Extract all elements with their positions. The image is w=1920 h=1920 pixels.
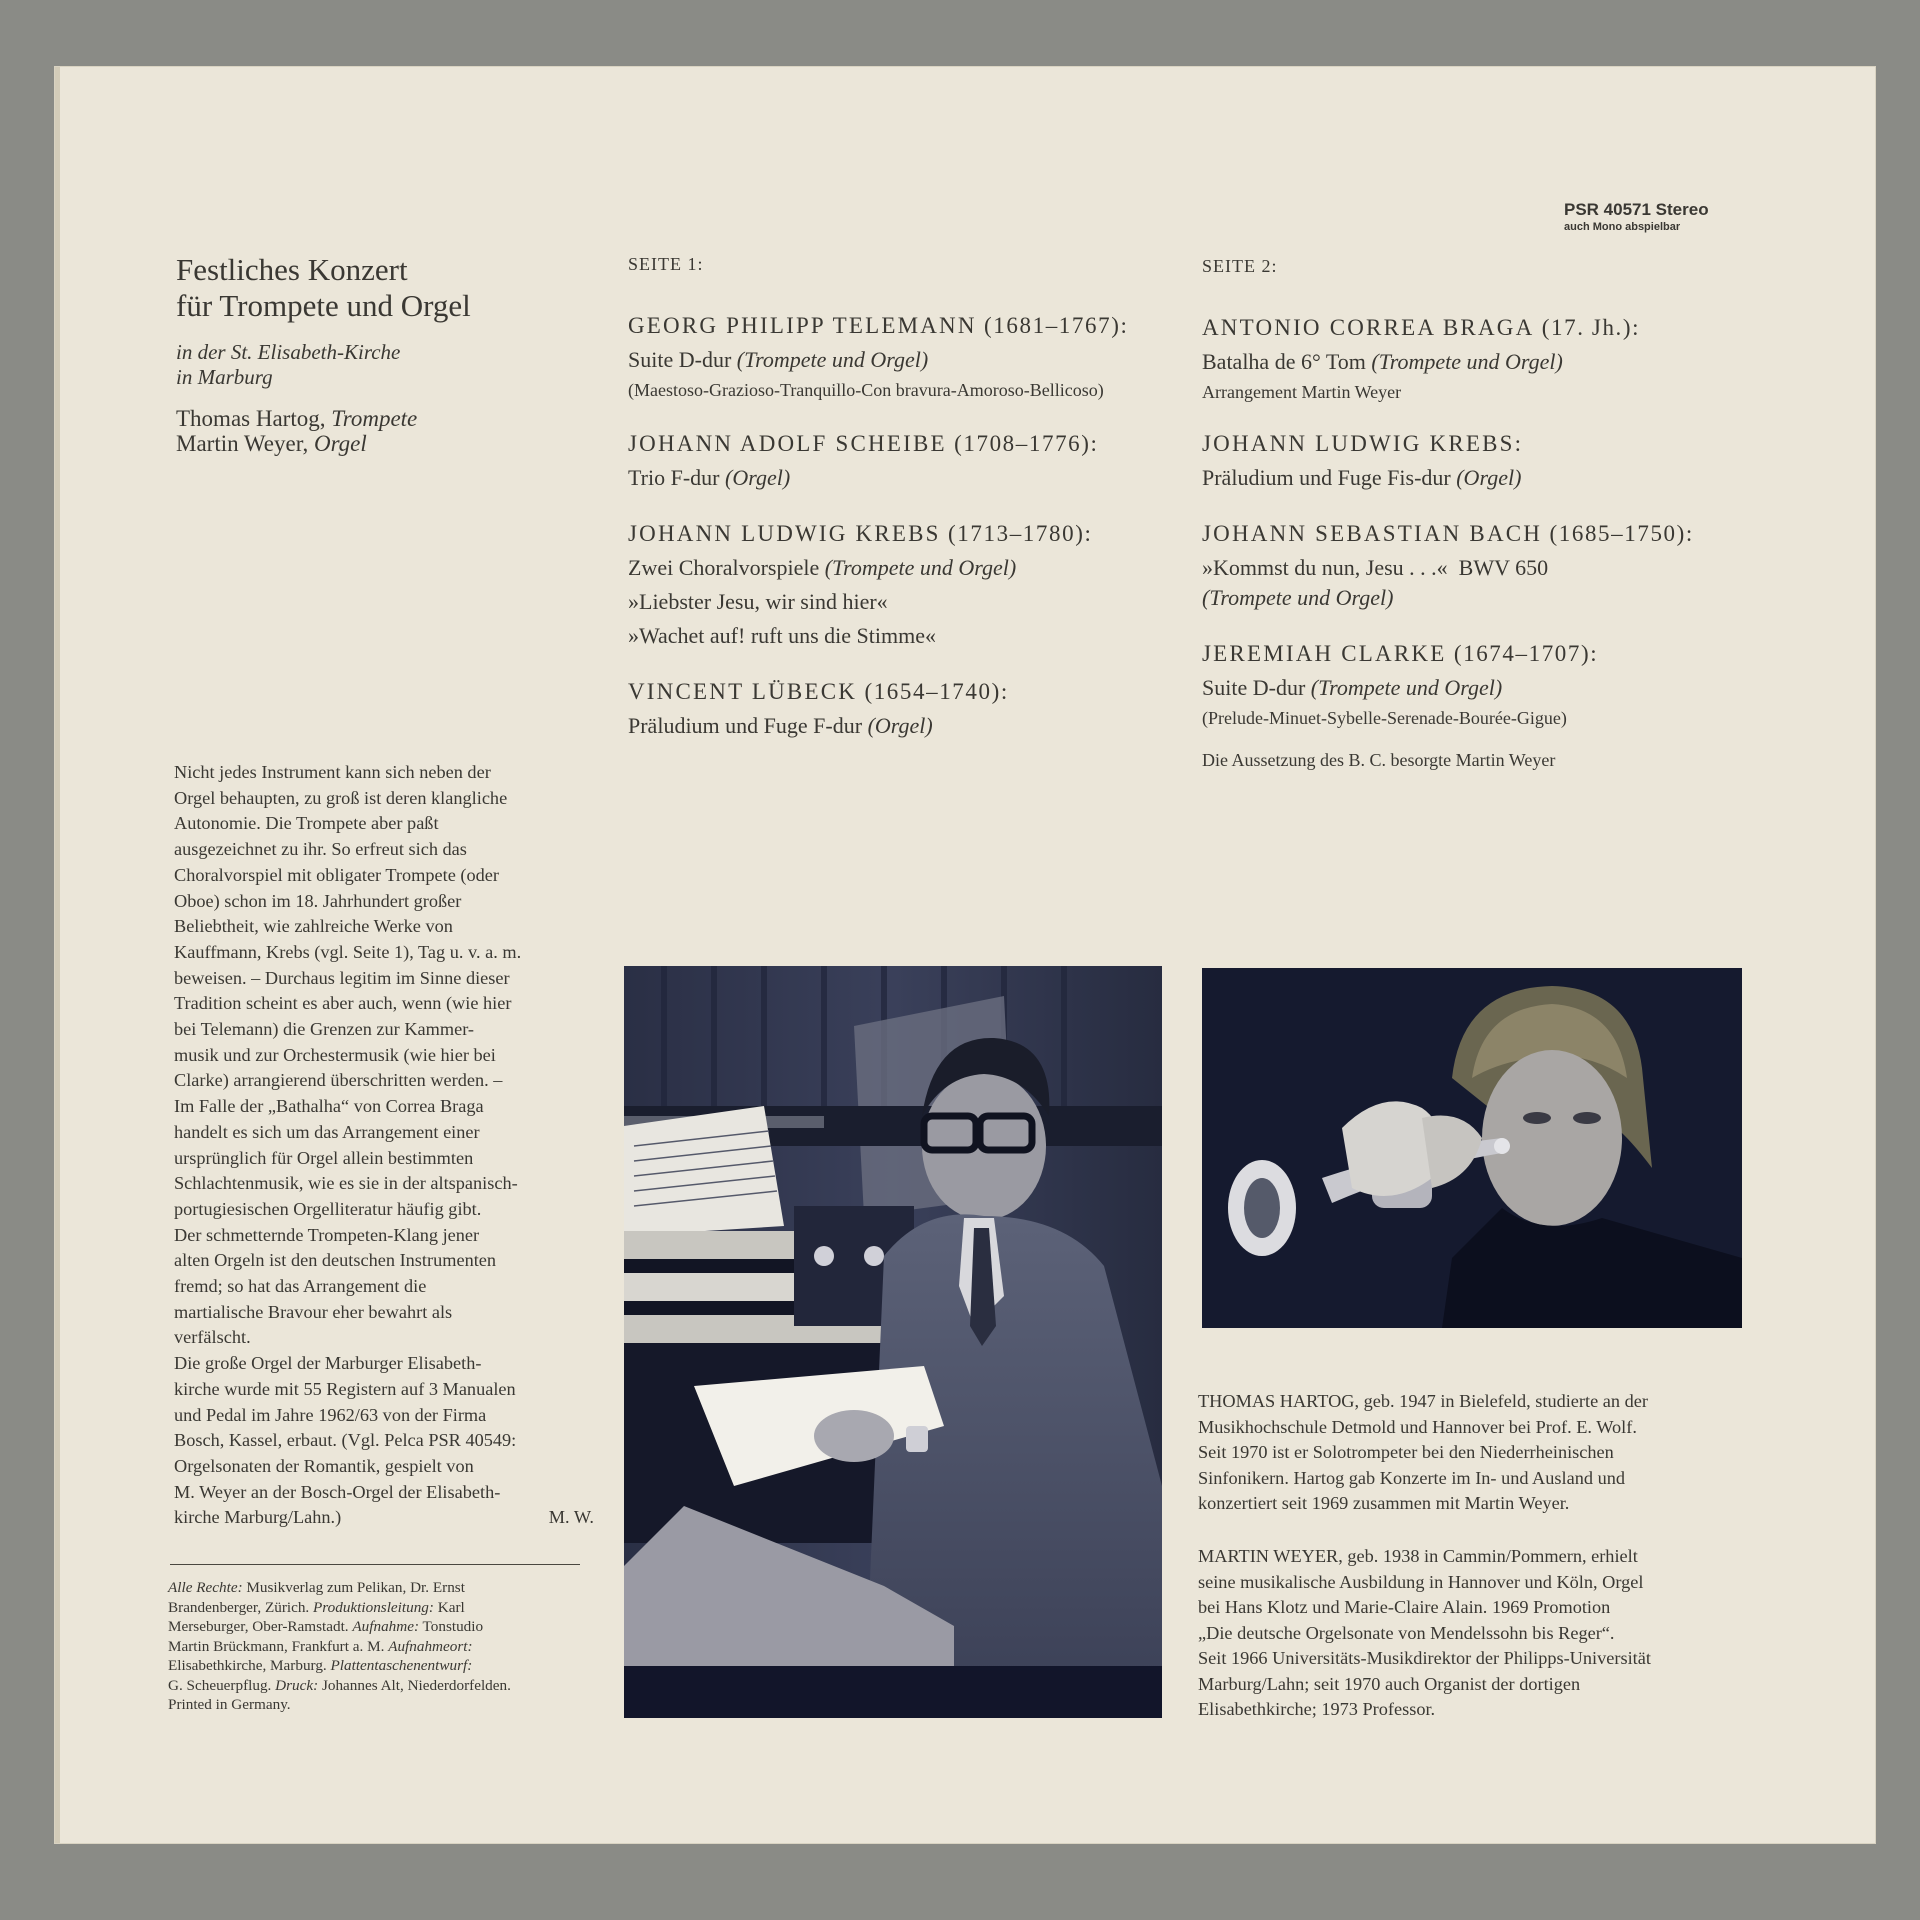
composer-name: JOHANN LUDWIG KREBS	[628, 521, 941, 546]
location-line2: in Marburg	[176, 365, 273, 389]
credit-label: Produktionsleitung:	[313, 1598, 434, 1616]
bio-hartog-line: Musikhochschule Detmold und Hannover bei Prof. E. Wolf.	[1198, 1416, 1637, 1437]
work-title: Präludium und Fuge Fis-dur	[1202, 465, 1451, 490]
liner-notes-line: fremd; so hat das Arrangement die	[174, 1276, 427, 1297]
work-title: Suite D-dur	[1202, 675, 1306, 700]
side1-work-3	[628, 521, 1168, 651]
performer1-role: Trompete	[331, 406, 418, 431]
trumpeter-photo	[1202, 968, 1742, 1328]
composer-name: JOHANN SEBASTIAN BACH	[1202, 521, 1543, 546]
printed-in: Printed in Germany.	[168, 1696, 291, 1713]
performer-organ	[176, 431, 596, 456]
liner-notes-line: Tradition scheint es aber auch, wenn (wie hier	[174, 993, 512, 1014]
liner-notes-line: M. Weyer an der Bosch-Orgel der Elisabeth-	[174, 1481, 501, 1502]
credit-value: Musikverlag zum Pelikan, Dr. Ernst	[242, 1579, 465, 1596]
side1-work-4	[628, 679, 1168, 741]
liner-notes-line: Autonomie. Die Trompete aber paßt	[174, 813, 439, 834]
credit-value: Johannes Alt, Niederdorfelden.	[318, 1676, 511, 1694]
liner-notes-line: Der schmetternde Trompeten-Klang jener	[174, 1224, 480, 1245]
performer2-role: Orgel	[313, 431, 367, 456]
side1-work-2	[628, 431, 1168, 493]
liner-notes-last-text: kirche Marburg/Lahn.)	[174, 1507, 342, 1528]
liner-notes-line: bei Telemann) die Grenzen zur Kammer-	[174, 1019, 475, 1040]
work-scoring: (Trompete und Orgel)	[1202, 585, 1394, 610]
credit-value: Merseburger, Ober-Ramstadt.	[168, 1618, 353, 1635]
trumpeter-photo-illustration	[1202, 968, 1742, 1328]
liner-notes-line: verfälscht.	[174, 1327, 251, 1348]
album-title-line2: für Trompete und Orgel	[176, 288, 471, 323]
album-title-line1: Festliches Konzert	[176, 252, 408, 287]
liner-notes-line: Oboe) schon im 18. Jahrhundert großer	[174, 890, 462, 911]
credits-divider	[170, 1564, 580, 1565]
arrangement-note: Arrangement Martin Weyer	[1202, 382, 1402, 402]
bio-hartog	[1198, 1389, 1758, 1517]
work-scoring: (Trompete und Orgel)	[736, 347, 929, 372]
author-signature: M. W.	[548, 1507, 594, 1528]
chorale-1: »Liebster Jesu, wir sind hier«	[628, 589, 888, 614]
bio-hartog-line: Seit 1970 ist er Solotrompeter bei den Niederrheinischen	[1198, 1442, 1614, 1462]
work-title: Trio F-dur	[628, 465, 720, 490]
liner-notes-line: musik und zur Orchestermusik (wie hier bei	[174, 1044, 496, 1065]
work-movements: (Maestoso-Grazioso-Tranquillo-Con bravura-Amoroso-Bellicoso)	[628, 380, 1104, 400]
liner-notes-line: beweisen. – Durchaus legitim im Sinne dieser	[174, 967, 510, 988]
location-line1: in der St. Elisabeth-Kirche	[176, 340, 401, 364]
organist-photo	[624, 966, 1162, 1718]
continuo-note: Die Aussetzung des B. C. besorgte Martin Weyer	[1202, 750, 1556, 770]
composer-name: VINCENT LÜBECK	[628, 679, 858, 704]
liner-notes-line: Nicht jedes Instrument kann sich neben der	[174, 762, 491, 782]
side2-work-2	[1202, 431, 1762, 493]
composer-dates: (1654–1740):	[864, 679, 1009, 704]
side2-label: SEITE 2:	[1202, 256, 1278, 276]
side2-work-1	[1202, 315, 1762, 403]
composer-name: JOHANN LUDWIG KREBS:	[1202, 431, 1524, 456]
catalog-block	[1564, 200, 1709, 233]
side1-work-1	[628, 313, 1168, 401]
liner-notes-line: ursprünglich für Orgel allein bestimmten	[174, 1147, 474, 1168]
credit-label: Aufnahme:	[352, 1618, 420, 1635]
liner-notes-line: und Pedal im Jahre 1962/63 von der Firma	[174, 1404, 487, 1425]
bio-weyer-line: Elisabethkirche; 1973 Professor.	[1198, 1699, 1436, 1719]
credit-label: Plattentaschenentwurf:	[330, 1657, 473, 1674]
liner-notes-line: Choralvorspiel mit obligater Trompete (oder	[174, 864, 499, 885]
liner-notes-line: Bosch, Kassel, erbaut. (Vgl. Pelca PSR 40549:	[174, 1430, 517, 1451]
work-title: »Kommst du nun, Jesu . . .« BWV 650	[1202, 555, 1549, 580]
liner-notes-line: Clarke) arrangierend überschritten werden. –	[174, 1070, 503, 1091]
organist-photo-illustration	[624, 966, 1162, 1718]
credit-value: Tonstudio	[419, 1618, 484, 1635]
performer2-name: Martin Weyer,	[176, 431, 309, 456]
side2-work-4	[1202, 641, 1762, 729]
liner-notes-line: handelt es sich um das Arrangement einer	[174, 1121, 480, 1142]
work-title: Präludium und Fuge F-dur	[628, 713, 863, 738]
liner-notes-line: Orgel behaupten, zu groß ist deren klangliche	[174, 787, 508, 808]
composer-name: JEREMIAH CLARKE	[1202, 641, 1447, 666]
liner-notes-line: Orgelsonaten der Romantik, gespielt von	[174, 1455, 474, 1476]
liner-notes-line: alten Orgeln ist den deutschen Instrumenten	[174, 1250, 497, 1271]
work-scoring: (Orgel)	[867, 713, 933, 738]
credit-label: Alle Rechte:	[168, 1579, 243, 1596]
bio-hartog-line: Sinfonikern. Hartog gab Konzerte im In- und Ausland und	[1198, 1467, 1625, 1488]
composer-dates: (17. Jh.):	[1541, 315, 1641, 340]
credit-label: Druck:	[275, 1676, 319, 1694]
liner-notes-line: ausgezeichnet zu ihr. So erfreut sich das	[174, 839, 467, 860]
work-scoring: (Trompete und Orgel)	[1371, 349, 1563, 374]
side2-work-3	[1202, 521, 1762, 613]
credit-value: Brandenberger, Zürich.	[168, 1598, 314, 1616]
liner-notes-line: Die große Orgel der Marburger Elisabeth-	[174, 1353, 482, 1374]
performer1-name: Thomas Hartog,	[176, 406, 326, 431]
bio-weyer-line: seine musikalische Ausbildung in Hannover und Köln, Orgel	[1198, 1571, 1644, 1592]
credit-label: Aufnahmeort:	[388, 1637, 473, 1655]
chorale-2: »Wachet auf! ruft uns die Stimme«	[628, 623, 936, 648]
work-title: Zwei Choralvorspiele	[628, 555, 820, 580]
catalog-mono-note: auch Mono abspielbar	[1564, 221, 1681, 233]
credits-block	[168, 1578, 598, 1715]
composer-dates: (1708–1776):	[954, 431, 1099, 456]
bio-weyer-line: MARTIN WEYER, geb. 1938 in Cammin/Pommern, erhielt	[1198, 1546, 1638, 1566]
bio-weyer-line: bei Hans Klotz und Marie-Claire Alain. 1969 Promotion	[1198, 1597, 1611, 1617]
credit-value: Martin Brückmann, Frankfurt a. M.	[168, 1637, 389, 1655]
work-scoring: (Trompete und Orgel)	[824, 555, 1017, 580]
album-title-block	[176, 252, 596, 456]
composer-dates: (1685–1750):	[1549, 521, 1694, 546]
credit-value: Elisabethkirche, Marburg.	[168, 1657, 331, 1674]
performer-trumpet	[176, 406, 596, 431]
composer-name: JOHANN ADOLF SCHEIBE	[628, 431, 947, 456]
side2-tracklist	[1202, 256, 1762, 771]
work-title: Suite D-dur	[628, 347, 732, 372]
bio-hartog-line: THOMAS HARTOG, geb. 1947 in Bielefeld, studierte an der	[1198, 1391, 1648, 1411]
work-scoring: (Orgel)	[725, 465, 791, 490]
liner-notes	[174, 760, 594, 1531]
work-movements: (Prelude-Minuet-Sybelle-Serenade-Bourée-Gigue)	[1202, 708, 1567, 728]
liner-notes-line: Schlachtenmusik, wie es sie in der altspanisch-	[174, 1173, 518, 1194]
bio-weyer-line: Seit 1966 Universitäts-Musikdirektor der Philipps-Universität	[1198, 1648, 1651, 1668]
credit-value: Karl	[433, 1598, 465, 1616]
composer-name: ANTONIO CORREA BRAGA	[1202, 315, 1535, 340]
liner-notes-line: martialische Bravour eher bewahrt als	[174, 1301, 453, 1322]
bio-hartog-line: konzertiert seit 1969 zusammen mit Martin Weyer.	[1198, 1493, 1570, 1513]
side1-label: SEITE 1:	[628, 254, 704, 274]
composer-name: GEORG PHILIPP TELEMANN	[628, 313, 977, 338]
bio-weyer-line: „Die deutsche Orgelsonate von Mendelssohn bis Reger“.	[1198, 1622, 1615, 1643]
composer-dates: (1713–1780):	[948, 521, 1093, 546]
bio-weyer-line: Marburg/Lahn; seit 1970 auch Organist der dortigen	[1198, 1673, 1581, 1694]
bio-weyer	[1198, 1544, 1758, 1723]
work-title: Batalha de 6° Tom	[1202, 349, 1366, 374]
work-scoring: (Orgel)	[1456, 465, 1522, 490]
composer-dates: (1674–1707):	[1453, 641, 1599, 666]
side1-tracklist	[628, 254, 1168, 741]
liner-notes-line: Kauffmann, Krebs (vgl. Seite 1), Tag u. v. a. m.	[174, 941, 522, 962]
work-scoring: (Trompete und Orgel)	[1310, 675, 1503, 700]
liner-notes-line: portugiesischen Orgelliteratur häufig gibt.	[174, 1198, 482, 1219]
composer-dates: (1681–1767):	[984, 313, 1129, 338]
liner-notes-line: Im Falle der „Bathalha“ von Correa Braga	[174, 1096, 484, 1117]
credit-value: G. Scheuerpflug.	[168, 1676, 276, 1694]
catalog-number: PSR 40571 Stereo	[1564, 200, 1709, 219]
liner-notes-line	[174, 1505, 594, 1531]
liner-notes-line: Beliebtheit, wie zahlreiche Werke von	[174, 916, 453, 937]
liner-notes-line: kirche wurde mit 55 Registern auf 3 Manualen	[174, 1378, 516, 1399]
